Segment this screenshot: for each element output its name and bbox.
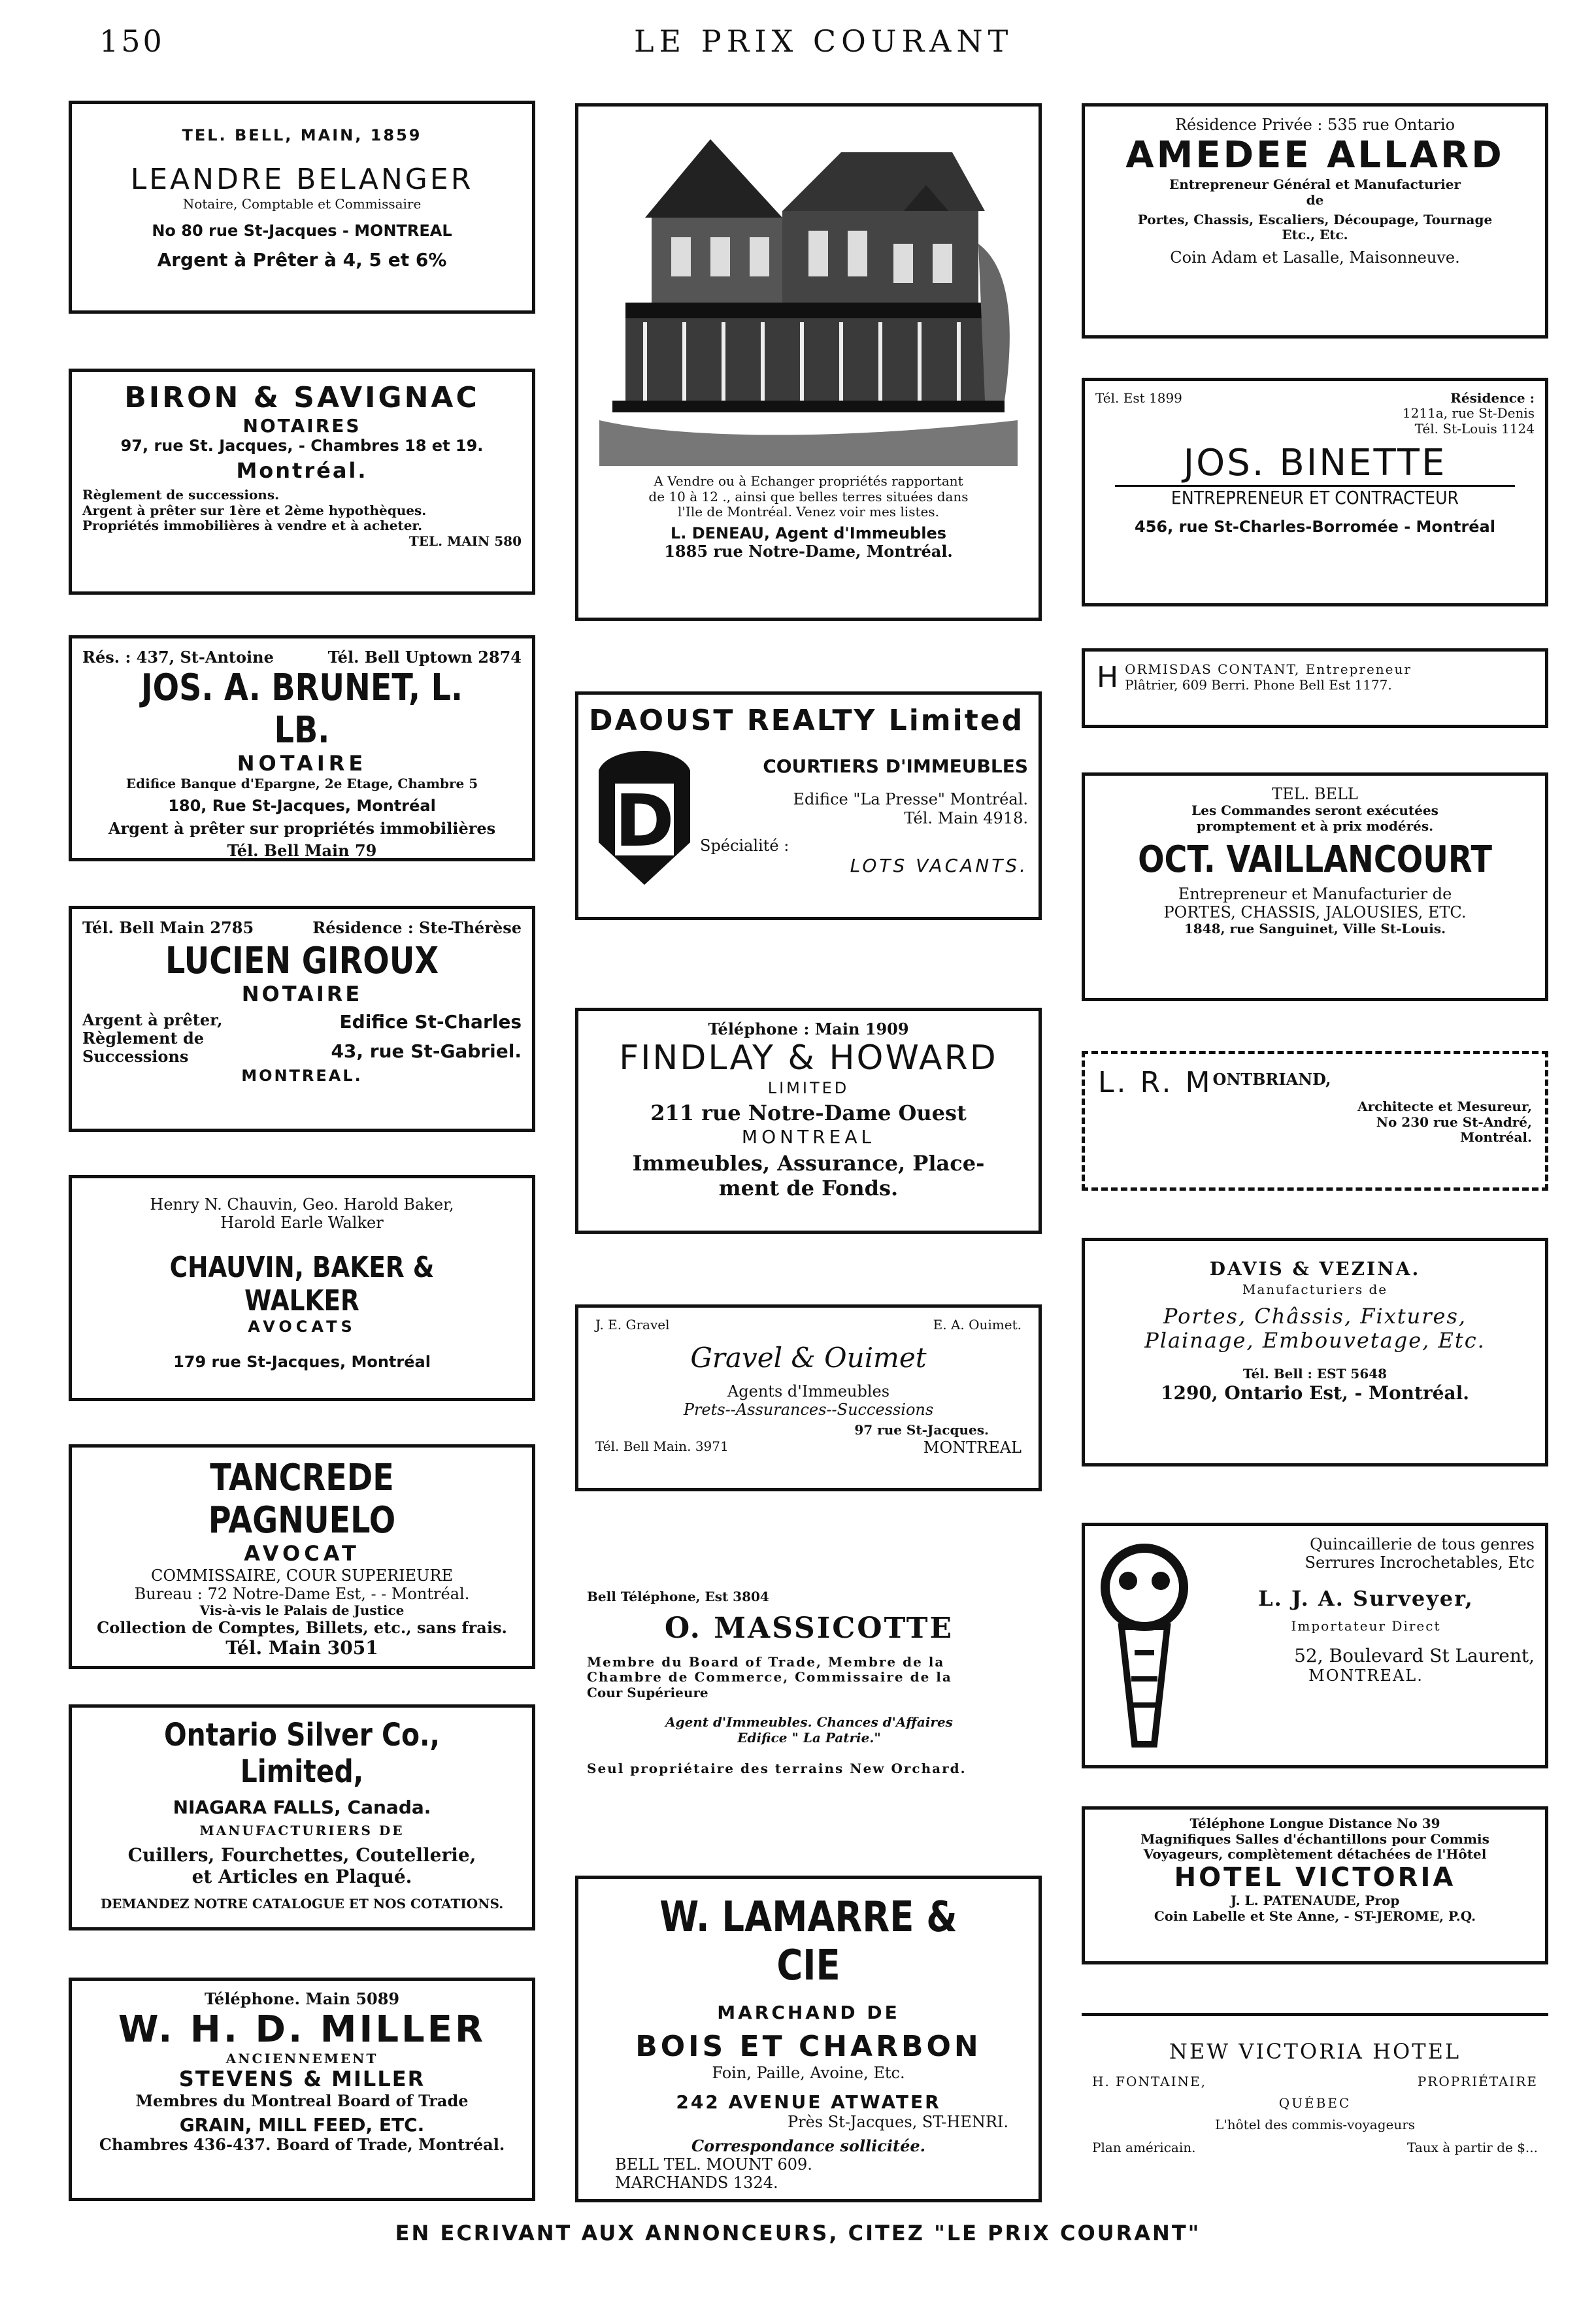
ad-line: MARCHANDS 1324. — [615, 2174, 778, 2193]
ad-line: 211 rue Notre-Dame Ouest — [650, 1101, 967, 1125]
ad-line: Vis-à-vis le Palais de Justice — [199, 1603, 405, 1619]
ad-line: No 230 rue St-André, — [1376, 1114, 1532, 1130]
ad-line: Edifice "La Presse" Montréal. — [793, 790, 1028, 809]
ad-line: LOTS VACANTS. — [850, 855, 1028, 877]
ad-line: GRAIN, MILL FEED, ETC. — [179, 2114, 425, 2136]
ad-line: Agents d'Immeubles — [727, 1382, 890, 1400]
ad-line: Tél. Bell Main. 3971 — [595, 1438, 729, 1454]
ad-deneau — [575, 103, 1042, 621]
ad-line: A Vendre ou à Echanger propriétés rapportant — [654, 474, 963, 489]
ad-line: Tél. Main 4918. — [904, 808, 1028, 827]
ad-line: MONTREAL. — [241, 1066, 363, 1085]
ad-line: Cour Supérieure — [587, 1685, 708, 1700]
ad-jos-brunet — [69, 635, 535, 861]
ad-line: ment de Fonds. — [718, 1176, 899, 1201]
ad-line: l'Ile de Montréal. Venez voir mes listes. — [678, 505, 939, 520]
ad-line: NOTAIRE — [237, 752, 367, 776]
ad-name: JOS. BINETTE — [1183, 442, 1447, 485]
ad-name: L. DENEAU, Agent d'Immeubles — [670, 523, 947, 542]
ad-name: Gravel & Ouimet — [690, 1342, 927, 1374]
ad-line: Membres du Montreal Board of Trade — [135, 2091, 469, 2110]
ad-line: Collection de Comptes, Billets, etc., sans frais. — [97, 1618, 507, 1637]
ad-line: Résidence : — [1450, 390, 1535, 406]
ad-tancrede-pagnuelo — [69, 1444, 535, 1669]
ad-line: Portes, Châssis, Fixtures, — [1163, 1304, 1467, 1329]
ad-line: L'hôtel des commis-voyageurs — [1214, 2117, 1416, 2133]
ad-line: H. FONTAINE, — [1092, 2073, 1206, 2089]
ad-leandre-belanger — [69, 101, 535, 314]
ad-line: Tél. Bell Main 2785 — [82, 918, 254, 937]
ad-line: ANCIENNEMENT — [225, 2051, 378, 2067]
ad-hotel-victoria — [1082, 1806, 1548, 1964]
ad-line: MONTREAL. — [1308, 1666, 1423, 1685]
ad-line: Chambre de Commerce, Commissaire de la — [587, 1670, 952, 1685]
ad-line: Cuillers, Fourchettes, Coutellerie, — [127, 1844, 476, 1866]
ad-line: 1848, rue Sanguinet, Ville St-Louis. — [1184, 921, 1446, 937]
ad-line: Tél. Est 1899 — [1095, 390, 1182, 406]
ad-line: de — [1306, 192, 1324, 208]
ad-name: DAVIS & VEZINA. — [1209, 1258, 1421, 1280]
ad-line: Magnifiques Salles d'échantillons pour Commis — [1140, 1831, 1489, 1847]
ad-line: 52, Boulevard St Laurent, — [1294, 1644, 1535, 1666]
ad-line: Propriétés immobilières à vendre et à acheter. — [82, 518, 423, 534]
ad-line: AVOCAT — [244, 1542, 360, 1566]
ad-line: 456, rue St-Charles-Borromée - Montréal — [1135, 518, 1495, 537]
ad-line: ENTREPRENEUR ET CONTRACTEUR — [1171, 487, 1459, 509]
ad-line: 1290, Ontario Est, - Montréal. — [1160, 1382, 1470, 1404]
ad-line: Bureau : 72 Notre-Dame Est, - - Montréal. — [134, 1585, 470, 1604]
ad-line: 97, rue St. Jacques, - Chambres 18 et 19. — [120, 436, 484, 455]
ad-name: W. LAMARRE & CIE — [659, 1893, 957, 1990]
ad-line: Serrures Incrochetables, Etc — [1305, 1553, 1535, 1572]
ad-line: Taux à partir de $... — [1407, 2139, 1538, 2155]
ad-line: Téléphone. Main 5089 — [204, 1990, 400, 2008]
ad-line: MONTREAL — [923, 1438, 1022, 1457]
ad-amedee-allard — [1082, 103, 1548, 339]
ad-name: W. H. D. MILLER — [118, 2008, 486, 2051]
ad-hormisdas-contant — [1082, 648, 1548, 728]
ad-name: JOS. A. BRUNET, L. LB. — [141, 667, 463, 752]
ad-gravel-ouimet — [575, 1304, 1042, 1491]
ad-line: Harold Earle Walker — [220, 1214, 384, 1233]
ad-name: BIRON & SAVIGNAC — [124, 381, 480, 414]
ad-jos-binette — [1082, 378, 1548, 606]
ad-line: Près St-Jacques, ST-HENRI. — [787, 2113, 1008, 2132]
ad-name: AMEDEE ALLARD — [1125, 134, 1505, 177]
ad-name: O. MASSICOTTE — [664, 1611, 954, 1645]
ad-line: COURTIERS D'IMMEUBLES — [763, 755, 1028, 778]
ad-line: E. A. Ouimet. — [933, 1317, 1022, 1333]
ad-surveyer — [1082, 1523, 1548, 1768]
ad-line: de 10 à 12 ., ainsi que belles terres situées dans — [648, 489, 969, 505]
ad-line: No 80 rue St-Jacques - MONTREAL — [152, 221, 452, 240]
ad-line: Membre du Board of Trade, Membre de la — [587, 1654, 945, 1670]
ad-line: Voyageurs, complètement détachées de l'Hôtel — [1143, 1847, 1487, 1863]
ad-whd-miller — [69, 1978, 535, 2201]
ad-line: Henry N. Chauvin, Geo. Harold Baker, — [150, 1195, 454, 1214]
ad-line: Plainage, Embouvetage, Etc. — [1144, 1329, 1486, 1353]
ad-line: Argent à prêter, — [82, 1010, 223, 1029]
ad-name: DAOUST REALTY Limited — [589, 704, 1025, 737]
ad-name: OCT. VAILLANCOURT — [1138, 838, 1492, 881]
ad-line: 43, rue St-Gabriel. — [331, 1040, 522, 1062]
ad-name: ORMISDAS CONTANT, Entrepreneur — [1125, 661, 1412, 677]
ad-line: NOTAIRE — [241, 982, 363, 1006]
ad-line: DEMANDEZ NOTRE CATALOGUE ET NOS COTATIONS. — [100, 1896, 504, 1912]
ad-line: Règlement de — [82, 1029, 204, 1048]
ad-line: 179 rue St-Jacques, Montréal — [173, 1352, 431, 1371]
ad-name: Ontario Silver Co., Limited, — [163, 1717, 441, 1790]
ad-chauvin-baker-walker — [69, 1175, 535, 1401]
ad-new-victoria-hotel — [1082, 2013, 1548, 2222]
ad-line: Entrepreneur et Manufacturier de — [1178, 884, 1452, 903]
ad-line: Plâtrier, 609 Berri. Phone Bell Est 1177. — [1125, 677, 1392, 693]
ad-line: Prets--Assurances--Successions — [683, 1400, 934, 1419]
ad-line: Montréal. — [236, 459, 368, 484]
ad-name: LEANDRE BELANGER — [130, 163, 474, 197]
ad-line: Argent à Prêter à 4, 5 et 6% — [157, 249, 447, 271]
ad-biron-savignac — [69, 369, 535, 595]
ad-line: Règlement de successions. — [82, 488, 280, 503]
ad-daoust-realty — [575, 691, 1042, 920]
ad-line: BOIS ET CHARBON — [635, 2030, 982, 2064]
ad-line: et Articles en Plaqué. — [191, 1865, 412, 1887]
ad-line: Téléphone Longue Distance No 39 — [1189, 1816, 1440, 1831]
ad-line: Bell Téléphone, Est 3804 — [587, 1589, 769, 1604]
ad-line: 242 AVENUE ATWATER — [676, 2091, 941, 2113]
journal-title: LE PRIX COURANT — [634, 24, 1014, 59]
ad-line: PORTES, CHASSIS, JALOUSIES, ETC. — [1163, 903, 1467, 921]
ad-line: Chambres 436-437. Board of Trade, Montréal. — [99, 2136, 505, 2155]
ad-line: Entrepreneur Général et Manufacturier — [1169, 177, 1461, 193]
ad-line: 180, Rue St-Jacques, Montréal — [168, 797, 436, 816]
ad-line: Spécialité : — [700, 837, 790, 855]
ad-line: Portes, Chassis, Escaliers, Découpage, Tournage — [1137, 212, 1493, 227]
ad-davis-vezina — [1082, 1238, 1548, 1466]
ad-line: TEL. BELL, MAIN, 1859 — [182, 126, 422, 144]
ad-line: STEVENS & MILLER — [178, 2066, 425, 2091]
ad-name: NEW VICTORIA HOTEL — [1169, 2040, 1461, 2064]
ad-line: Tél. Main 3051 — [225, 1637, 378, 1659]
ad-line: Edifice Banque d'Epargne, 2e Etage, Chambre 5 — [125, 776, 478, 791]
ad-line: BELL TEL. MOUNT 609. — [615, 2155, 812, 2174]
ad-w-lamarre — [575, 1876, 1042, 2202]
ad-line: Architecte et Mesureur, — [1357, 1099, 1532, 1114]
ad-line: Foin, Paille, Avoine, Etc. — [712, 2063, 905, 2082]
ad-line: TEL. BELL — [1272, 785, 1358, 803]
page-footer: EN ECRIVANT AUX ANNONCEURS, CITEZ "LE PRIX COURANT" — [395, 2221, 1201, 2245]
svg-text:D: D — [614, 778, 674, 863]
ad-line: J. E. Gravel — [595, 1317, 670, 1333]
ad-line: Coin Labelle et Ste Anne, - ST-JEROME, P.Q. — [1154, 1908, 1476, 1924]
ad-line: Montréal. — [1459, 1130, 1532, 1146]
ad-line: 97 rue St-Jacques. — [854, 1423, 989, 1438]
ad-line: Argent à prêter sur propriétés immobilières — [108, 819, 496, 838]
ad-line: Edifice " La Patrie." — [737, 1730, 881, 1746]
ad-line: Successions — [82, 1048, 189, 1067]
ad-line: TEL. MAIN 580 — [408, 533, 522, 549]
ad-name: LUCIEN GIROUX — [165, 940, 439, 982]
ad-line: promptement et à prix modérés. — [1196, 818, 1434, 834]
ad-line: Coin Adam et Lasalle, Maisonneuve. — [1170, 248, 1460, 267]
ad-line: Résidence Privée : 535 rue Ontario — [1174, 116, 1455, 134]
ad-line: NIAGARA FALLS, Canada. — [173, 1797, 431, 1818]
page-number: 150 — [99, 24, 165, 59]
ad-line: Téléphone : Main 1909 — [708, 1020, 909, 1038]
ad-line: Rés. : 437, St-Antoine — [82, 648, 274, 667]
ad-line: Argent à prêter sur 1ère et 2ème hypothèques. — [82, 503, 427, 518]
ad-line: Tél. Bell Main 79 — [227, 841, 377, 860]
house-illustration — [586, 113, 1031, 466]
ad-line: Quincaillerie de tous genres — [1310, 1535, 1535, 1553]
ad-line: Edifice St-Charles — [339, 1010, 522, 1033]
ad-line: PROPRIÉTAIRE — [1417, 2073, 1538, 2089]
daoust-logo — [589, 744, 700, 888]
ad-line: NOTAIRES — [242, 414, 361, 437]
ad-line: Correspondance sollicitée. — [691, 2136, 926, 2155]
ad-name: HOTEL VICTORIA — [1174, 1862, 1456, 1893]
ad-line: Tél. Bell Uptown 2874 — [327, 648, 522, 667]
ad-lr-montbriand — [1082, 1051, 1548, 1191]
ad-name-rest: ONTBRIAND, — [1212, 1070, 1331, 1089]
ad-line: 1885 rue Notre-Dame, Montréal. — [664, 542, 953, 561]
ad-ontario-silver — [69, 1704, 535, 1930]
ad-line: AVOCATS — [248, 1317, 356, 1336]
ad-line: Manufacturiers de — [1242, 1282, 1388, 1298]
ad-line: Seul propriétaire des terrains New Orchard. — [587, 1761, 967, 1777]
ad-findlay-howard — [575, 1008, 1042, 1234]
ad-line: LIMITED — [767, 1078, 850, 1097]
ad-line: Plan américain. — [1092, 2139, 1196, 2155]
ad-oct-vaillancourt — [1082, 772, 1548, 1001]
ad-line: Les Commandes seront exécutées — [1191, 803, 1438, 819]
ad-line: COMMISSAIRE, COUR SUPERIEURE — [151, 1566, 453, 1585]
ad-line: MANUFACTURIERS DE — [199, 1823, 405, 1839]
ad-name: FINDLAY & HOWARD — [619, 1038, 998, 1078]
ad-line: Tél. Bell : EST 5648 — [1242, 1367, 1388, 1382]
ad-name: L. R. M — [1098, 1066, 1213, 1099]
ad-line: MARCHAND DE — [717, 2002, 900, 2023]
ad-name: CHAUVIN, BAKER & WALKER — [169, 1250, 435, 1317]
ad-name: L. J. A. Surveyer, — [1258, 1586, 1474, 1611]
ad-line: QUÉBEC — [1278, 2095, 1352, 2111]
ad-line: Notaire, Comptable et Commissaire — [182, 197, 422, 212]
ad-line: J. L. PATENAUDE, Prop — [1230, 1893, 1400, 1908]
ad-line: Tél. St-Louis 1124 — [1414, 421, 1535, 437]
ad-line: 1211a, rue St-Denis — [1402, 406, 1535, 421]
key-lock-illustration — [1095, 1535, 1193, 1757]
ad-line: Résidence : Ste-Thérèse — [312, 918, 522, 937]
ad-line: Immeubles, Assurance, Place- — [632, 1151, 985, 1176]
ad-lucien-giroux — [69, 906, 535, 1132]
ad-name: TANCREDE PAGNUELO — [208, 1457, 396, 1542]
ad-line: Importateur Direct — [1291, 1619, 1441, 1634]
ad-line: MONTREAL — [741, 1125, 876, 1148]
ad-initial: H — [1097, 661, 1119, 694]
ad-line: Etc., Etc. — [1282, 227, 1348, 243]
ad-line: Agent d'Immeubles. Chances d'Affaires — [665, 1715, 953, 1731]
